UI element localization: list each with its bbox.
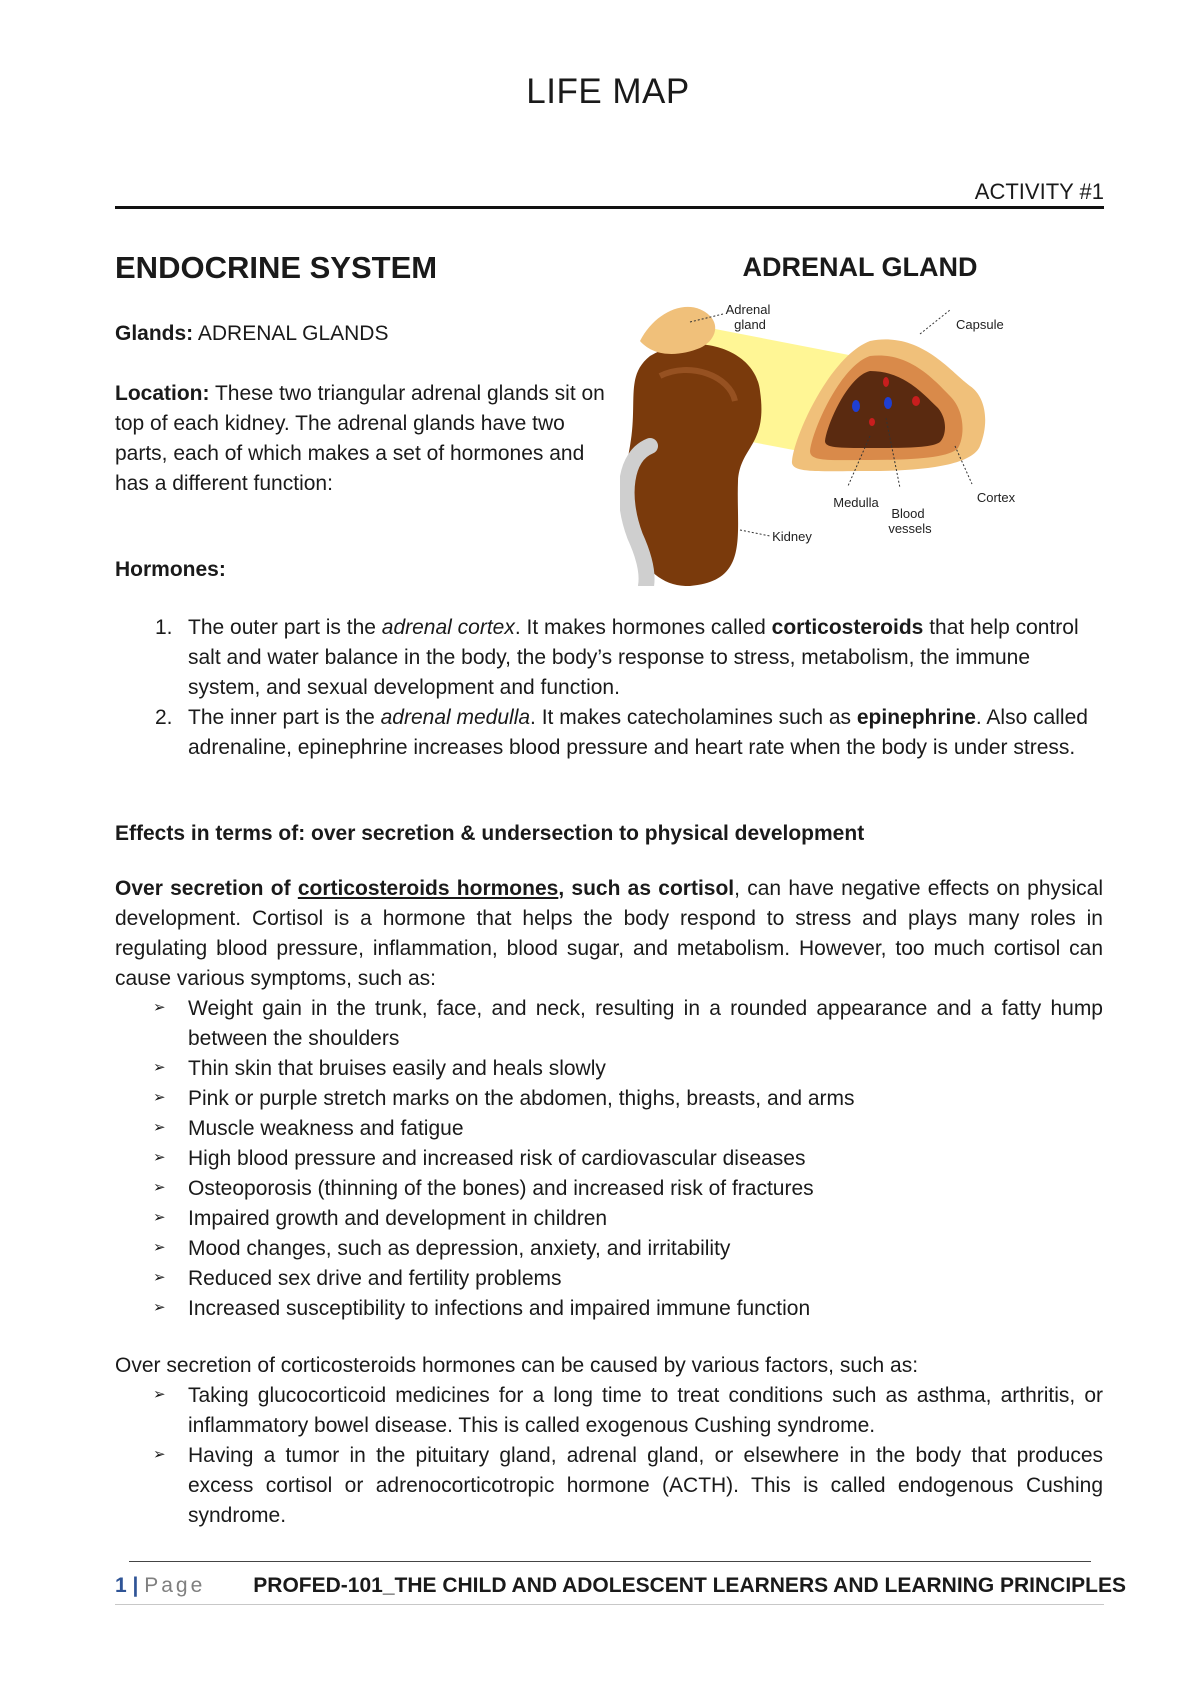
list-item	[115, 1114, 1103, 1144]
arrow-bullet-icon: ➢	[153, 1209, 166, 1226]
label-blood-vessels: Blood	[891, 506, 925, 521]
item-text: that help control salt and water balance in the body, the body’s response to stress, metabolism, the immune system, and sexual development and function.	[188, 616, 1079, 699]
para-bold: , such as cortisol	[558, 877, 735, 900]
item-text: . It makes catecholamines such as	[530, 706, 857, 729]
over-secretion-paragraph	[115, 874, 1103, 994]
list-number: 1.	[155, 616, 173, 639]
para-underline: corticosteroids hormones	[297, 877, 559, 900]
item-text: Having a tumor in the pituitary gland, adrenal gland, or elsewhere in the body that produces excess cortisol or adrenocorticotropic hormone (ACTH). This is called endogenous Cushing syndrome.	[188, 1444, 1103, 1527]
list-item	[115, 703, 1095, 763]
course-title: PROFED-101_THE CHILD AND ADOLESCENT LEARNERS AND LEARNING PRINCIPLES	[253, 1574, 1127, 1597]
item-text: . Also called adrenaline, epinephrine increases blood pressure and heart rate when the body is under stress.	[188, 706, 1088, 759]
item-text: Reduced sex drive and fertility problems	[188, 1267, 562, 1290]
arrow-bullet-icon: ➢	[153, 1239, 166, 1256]
list-item	[115, 1204, 1103, 1234]
item-text: High blood pressure and increased risk of cardiovascular diseases	[188, 1147, 806, 1170]
para-text: , can have negative effects on physical development. Cortisol is a hormone that helps the body respond to stress and plays many roles in regulating blood pressure, inflammation, blood sugar, and metabolism. However, too much cortisol can cause various symptoms, such as:	[115, 877, 1104, 990]
label-kidney: Kidney	[772, 529, 812, 544]
glands-line	[115, 319, 388, 349]
page-word: Page	[144, 1574, 206, 1597]
list-item	[115, 994, 1103, 1054]
glands-label: Glands:	[115, 322, 194, 345]
para-bold: Over secretion of	[115, 877, 298, 900]
causes-list	[115, 1381, 1103, 1531]
arrow-bullet-icon: ➢	[153, 1059, 166, 1076]
item-text: Pink or purple stretch marks on the abdomen, thighs, breasts, and arms	[188, 1087, 855, 1110]
blood-vessel	[869, 418, 875, 426]
diagram-title: ADRENAL GLAND	[742, 252, 978, 282]
document-title: LIFE MAP	[526, 72, 690, 111]
label-blood-vessels: vessels	[888, 521, 932, 536]
arrow-bullet-icon: ➢	[153, 999, 166, 1016]
list-item	[115, 613, 1095, 703]
item-emphasis: adrenal cortex	[381, 616, 515, 639]
item-text: Impaired growth and development in children	[188, 1207, 608, 1230]
section-heading: ENDOCRINE SYSTEM	[115, 250, 438, 285]
item-text: . It makes hormones called	[514, 616, 772, 639]
location-paragraph	[115, 379, 615, 499]
list-item	[115, 1234, 1103, 1264]
list-item	[115, 1441, 1103, 1531]
list-item	[115, 1054, 1103, 1084]
item-text: Mood changes, such as depression, anxiety, and irritability	[188, 1237, 731, 1260]
item-strong: epinephrine	[856, 706, 976, 729]
label-cortex: Cortex	[976, 490, 1016, 505]
item-text: Increased susceptibility to infections and impaired immune function	[188, 1297, 811, 1320]
label-adrenal-gland: gland	[734, 317, 766, 332]
hormones-heading: Hormones:	[115, 558, 226, 581]
list-item	[115, 1264, 1103, 1294]
item-text: Muscle weakness and fatigue	[188, 1117, 464, 1140]
footer-divider	[129, 1561, 1091, 1562]
page-number: 1	[115, 1574, 127, 1597]
list-item	[115, 1144, 1103, 1174]
blood-vessel	[852, 400, 860, 412]
list-item	[115, 1381, 1103, 1441]
list-item	[115, 1084, 1103, 1114]
arrow-bullet-icon: ➢	[153, 1269, 166, 1286]
arrow-bullet-icon: ➢	[153, 1386, 166, 1403]
glands-value: ADRENAL GLANDS	[193, 322, 389, 345]
item-text: Taking glucocorticoid medicines for a long time to treat conditions such as asthma, arthritis, or inflammatory bowel disease. This is called exogenous Cushing syndrome.	[188, 1384, 1103, 1437]
blood-vessel	[884, 397, 892, 409]
hormones-list	[115, 613, 1095, 763]
item-text: Weight gain in the trunk, face, and neck, resulting in a rounded appearance and a fatty hump between the shoulders	[188, 997, 1103, 1050]
leader-line	[920, 310, 950, 334]
item-emphasis: adrenal medulla	[380, 706, 531, 729]
adrenal-gland-diagram	[620, 296, 1060, 586]
item-text: The outer part is the	[188, 616, 382, 639]
label-adrenal-gland: Adrenal	[725, 302, 771, 317]
page-footer	[115, 1574, 1126, 1598]
arrow-bullet-icon: ➢	[153, 1119, 166, 1136]
blood-vessel	[883, 377, 889, 387]
item-text: Thin skin that bruises easily and heals slowly	[188, 1057, 606, 1080]
label-medulla: Medulla	[833, 495, 879, 510]
symptoms-list	[115, 994, 1103, 1324]
leader-line	[740, 530, 770, 536]
header-divider	[115, 206, 1104, 209]
activity-number: ACTIVITY #1	[974, 179, 1104, 204]
list-item	[115, 1174, 1103, 1204]
footer-underline	[115, 1604, 1104, 1605]
location-label: Location:	[115, 382, 210, 405]
arrow-bullet-icon: ➢	[153, 1446, 166, 1463]
item-text: Osteoporosis (thinning of the bones) and increased risk of fractures	[188, 1177, 814, 1200]
location-text: These two triangular adrenal glands sit on top of each kidney. The adrenal glands have two parts, each of which makes a set of hormones and has a different function:	[115, 382, 605, 495]
item-strong: corticosteroids	[771, 616, 924, 639]
blood-vessel	[912, 396, 920, 406]
label-capsule: Capsule	[956, 317, 1004, 332]
arrow-bullet-icon: ➢	[153, 1299, 166, 1316]
list-item	[115, 1294, 1103, 1324]
arrow-bullet-icon: ➢	[153, 1089, 166, 1106]
effects-heading: Effects in terms of: over secretion & undersection to physical development	[115, 822, 865, 845]
arrow-bullet-icon: ➢	[153, 1149, 166, 1166]
list-number: 2.	[155, 706, 173, 729]
arrow-bullet-icon: ➢	[153, 1179, 166, 1196]
item-text: The inner part is the	[188, 706, 381, 729]
causes-intro: Over secretion of corticosteroids hormones can be caused by various factors, such as:	[115, 1354, 919, 1377]
page-separator: |	[126, 1574, 145, 1597]
